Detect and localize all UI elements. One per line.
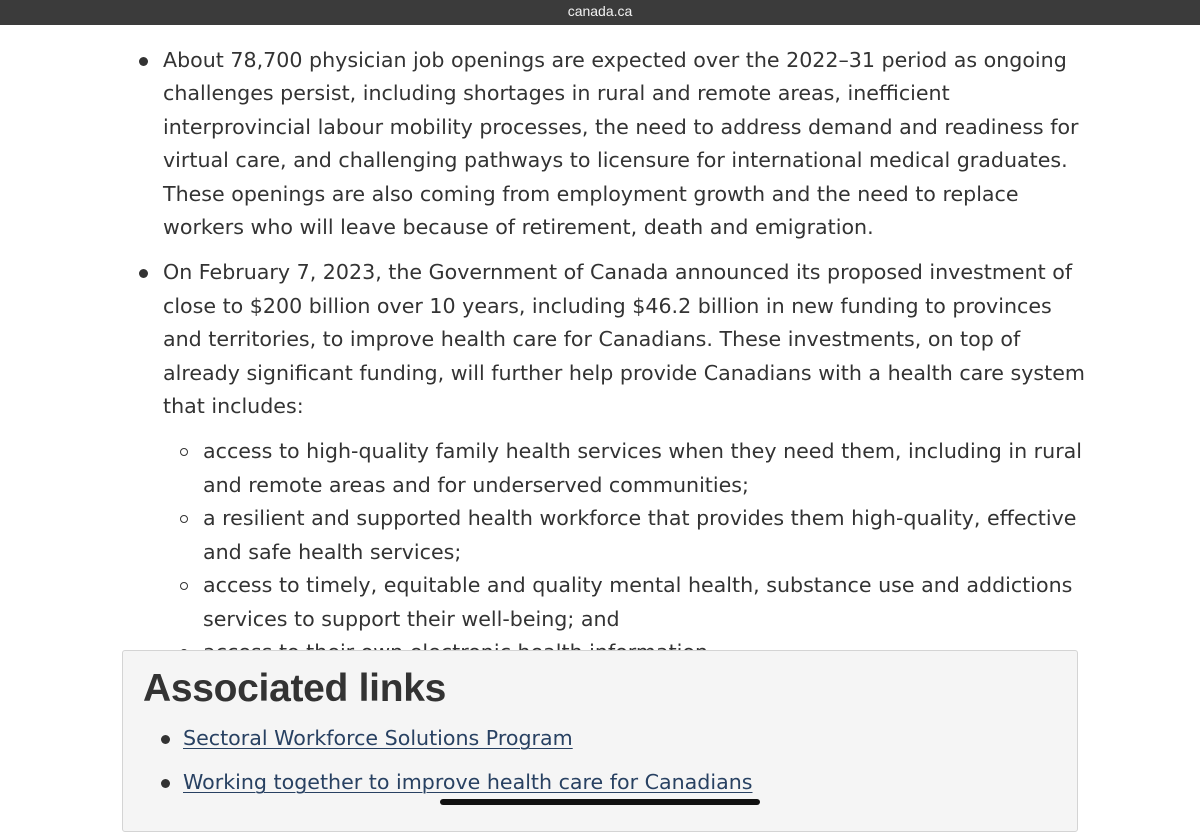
bullet-circle-icon [180,515,188,523]
sub-list-item-text: access to high-quality family health services when they need them, including in rural and remote areas and for underserved communities; [203,439,1083,497]
bullet-disc-icon [161,735,170,744]
bullet-circle-icon [180,582,188,590]
sub-list-item [163,435,1088,502]
sub-list-item [163,569,1088,636]
associated-links-heading: Associated links [143,667,446,710]
browser-url-bar[interactable] [0,0,1200,25]
list-item-text: On February 7, 2023, the Government of Canada announced its proposed investment of close to $200 billion over 10 years, including $46.2 billion in new funding to provinces and territories, to improve health care for Canadians. These investments, on top of already significant funding, will further help provide Canadians with a health care system that includes: [163,260,1085,419]
bullet-disc-icon [139,269,148,278]
main-bullet-list [138,44,1088,681]
url-label: canada.ca [567,3,633,19]
bullet-circle-icon [180,448,188,456]
link-list-item [161,722,1041,755]
bullet-disc-icon [161,779,170,788]
link-sectoral-workforce-solutions[interactable]: Sectoral Workforce Solutions Program [183,726,573,750]
sub-bullet-list [163,435,1088,669]
sub-list-item [163,502,1088,569]
bullet-disc-icon [139,57,148,66]
list-item [138,44,1088,244]
link-list-item [161,766,1041,799]
associated-links-list [161,722,1041,810]
list-item-text: About 78,700 physician job openings are expected over the 2022–31 period as ongoing challenges persist, including shortages in rural and remote areas, inefficient interprovincial labour mobility processes, the need to address demand and readiness for virtual care, and challenging pathways to licensure for international medical graduates. These openings are also coming from employment growth and the need to replace workers who will leave because of retirement, death and emigration. [163,48,1079,240]
sub-list-item-text: access to timely, equitable and quality mental health, substance use and addictions services to support their well-being; and [203,573,1073,631]
sub-list-item-text: a resilient and supported health workforce that provides them high-quality, effective and safe health services; [203,506,1077,564]
home-indicator-bar[interactable] [440,799,760,805]
list-item [138,256,1088,669]
link-improve-health-care[interactable]: Working together to improve health care for Canadians [183,770,753,794]
